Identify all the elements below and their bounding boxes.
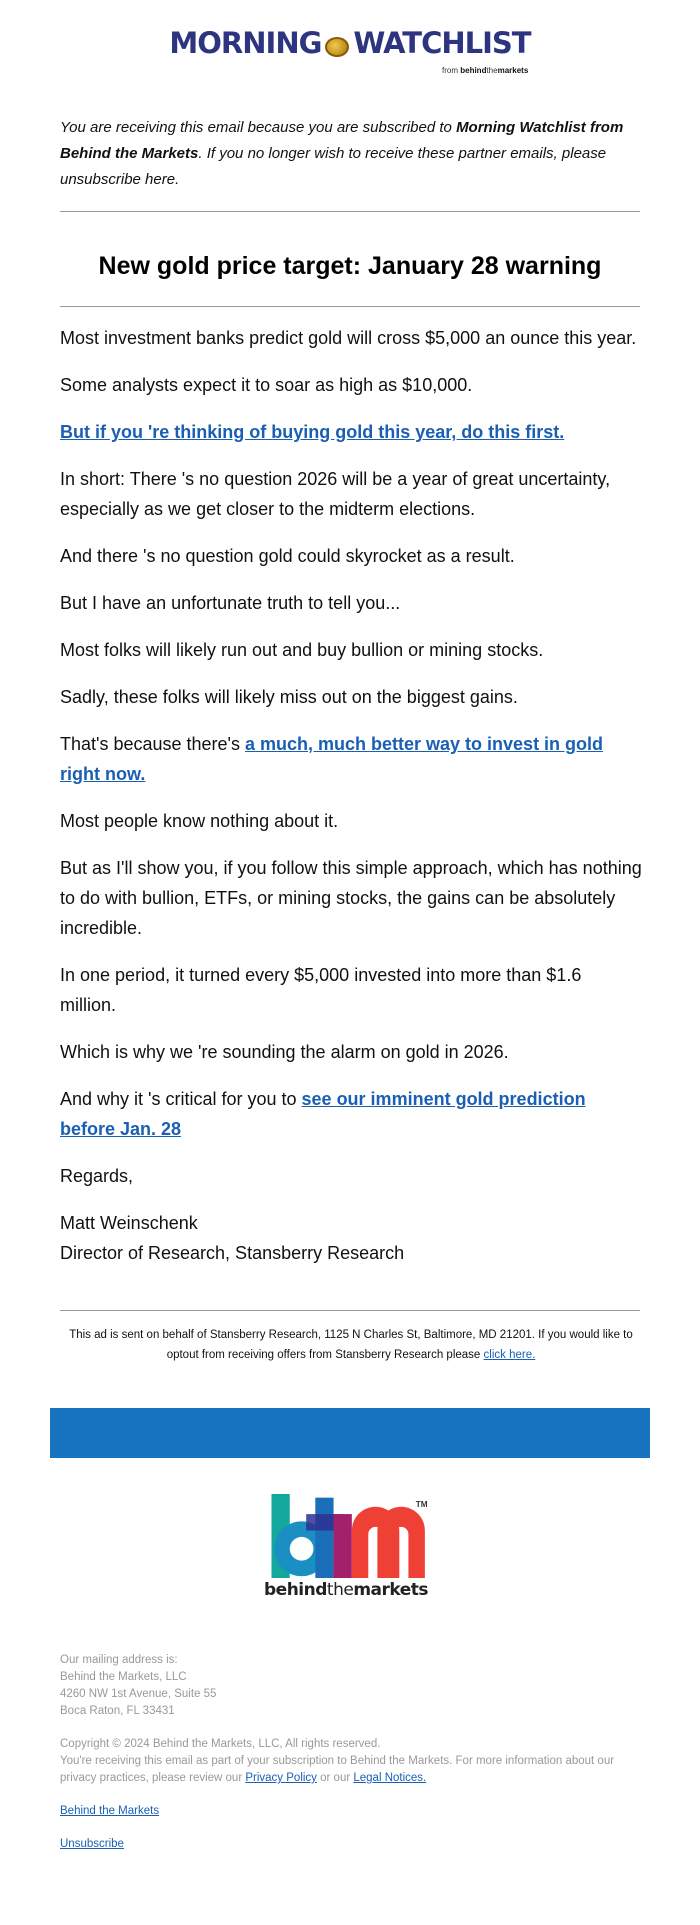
paragraph: And why it 's critical for you to see our imminent gold prediction before Jan. 28 xyxy=(60,1089,586,1139)
gold-coin-icon xyxy=(325,37,349,57)
logo-text-left: MORNING xyxy=(169,26,322,60)
paragraph: And there 's no question gold could skyrocket as a result. xyxy=(60,546,515,566)
btm-wordmark: behindthemarkets xyxy=(264,1580,429,1600)
legal-notices-link[interactable]: Legal Notices. xyxy=(353,1772,427,1784)
logo-from: from behindthemarkets xyxy=(442,66,529,75)
paragraph: Most people know nothing about it. xyxy=(60,811,339,831)
cta-link-better-way[interactable]: a much, much better way to invest in gold right now. xyxy=(60,734,604,784)
address-street: 4260 NW 1st Avenue, Suite 55 xyxy=(60,1688,217,1700)
behind-the-markets-logo xyxy=(264,1494,436,1600)
paragraph: But I have an unfortunate truth to tell you... xyxy=(60,593,401,613)
trademark-mark: TM xyxy=(415,1499,428,1509)
signature-title: Director of Research, Stansberry Research xyxy=(60,1243,405,1263)
paragraph: Most folks will likely run out and buy bullion or mining stocks. xyxy=(60,640,544,660)
ad-disclaimer: This ad is sent on behalf of Stansberry Research, 1125 N Charles St, Baltimore, MD 21201. If you would like to optout from receiving offers from Stansberry Research please click here. xyxy=(69,1329,633,1361)
divider xyxy=(60,306,640,307)
paragraph: That's because there's a much, much better way to invest in gold right now. xyxy=(60,734,604,784)
divider xyxy=(60,211,640,212)
cta-link-do-this-first[interactable]: But if you 're thinking of buying gold this year, do this first. xyxy=(60,422,565,442)
behind-the-markets-link[interactable]: Behind the Markets xyxy=(60,1805,160,1817)
privacy-policy-link[interactable]: Privacy Policy xyxy=(245,1772,317,1784)
unsubscribe-link[interactable]: Unsubscribe xyxy=(60,1838,124,1850)
paragraph: Sadly, these folks will likely miss out on the biggest gains. xyxy=(60,687,518,707)
paragraph: Which is why we 're sounding the alarm on gold in 2026. xyxy=(60,1042,509,1062)
paragraph: In one period, it turned every $5,000 invested into more than $1.6 million. xyxy=(60,965,582,1015)
email-body-content xyxy=(60,323,642,1268)
address-label: Our mailing address is: xyxy=(60,1654,178,1666)
subscription-notice: You are receiving this email because you are subscribed to Morning Watchlist from Behind the Markets. If you no longer wish to receive these partner emails, please unsubscribe here. xyxy=(60,119,624,188)
copyright: Copyright © 2024 Behind the Markets, LLC, All rights reserved. xyxy=(60,1738,381,1750)
sign-off: Regards, xyxy=(60,1166,134,1186)
signature-name: Matt Weinschenk xyxy=(60,1213,198,1233)
paragraph: But as I'll show you, if you follow this simple approach, which has nothing to do with bullion, ETFs, or mining stocks, the gains can be absolutely incredible. xyxy=(60,858,642,938)
divider xyxy=(60,1310,640,1311)
paragraph: In short: There 's no question 2026 will be a year of great uncertainty, especially as we get closer to the midterm elections. xyxy=(60,469,611,519)
paragraph: Some analysts expect it to soar as high as $10,000. xyxy=(60,375,473,395)
paragraph: Most investment banks predict gold will cross $5,000 an ounce this year. xyxy=(60,328,637,348)
btm-logo-mark xyxy=(264,1494,436,1578)
optout-link[interactable]: click here. xyxy=(483,1349,536,1361)
privacy-notice: You're receiving this email as part of your subscription to Behind the Markets. For more information about our privacy practices, please review our Privacy Policy or our Legal Notices. xyxy=(60,1755,615,1784)
address-company: Behind the Markets, LLC xyxy=(60,1671,187,1683)
logo-text-right: WATCHLIST xyxy=(353,26,531,60)
address-city: Boca Raton, FL 33431 xyxy=(60,1705,175,1717)
cta-link-gold-prediction[interactable]: see our imminent gold prediction before Jan. 28 xyxy=(60,1089,586,1139)
morning-watchlist-logo xyxy=(0,26,700,75)
blue-banner xyxy=(50,1408,650,1458)
footer xyxy=(60,1652,642,1853)
email-title: New gold price target: January 28 warning xyxy=(98,252,602,280)
